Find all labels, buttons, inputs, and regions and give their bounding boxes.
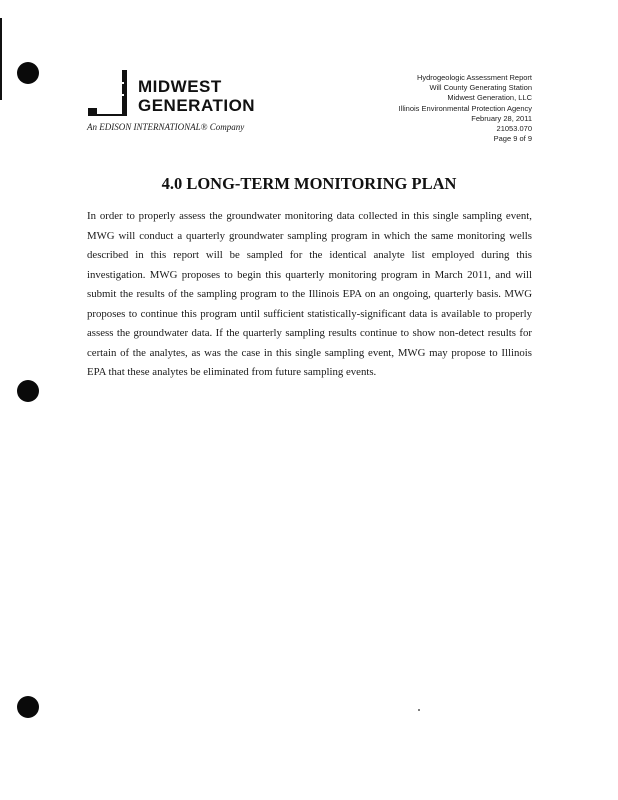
report-title: Hydrogeologic Assessment Report [416,73,532,82]
logo-name-line1: MIDWEST [138,77,222,96]
company-name: Midwest Generation, LLC [447,93,532,103]
logo-tagline: An EDISON INTERNATIONAL® Company [87,122,245,132]
report-header-info [399,73,532,144]
logo-mark-icon [122,70,127,116]
section-title: 4.0 LONG-TERM MONITORING PLAN [161,174,457,193]
scan-edge-line [0,18,2,100]
agency-name: Illinois Environmental Protection Agency [398,103,532,113]
punch-hole-top [17,62,39,84]
page-number: Page 9 of 9 [493,134,532,144]
midwest-generation-logo [88,70,263,132]
scan-speck [418,709,420,711]
logo-mark-detail [122,94,124,96]
logo-mark-detail [122,82,124,84]
logo-mark-base [88,114,127,116]
punch-hole-middle [17,380,39,402]
report-date: February 28, 2011 [471,113,532,123]
project-number: 21053.070 [496,124,532,134]
body-paragraph: In order to properly assess the groundwater monitoring data collected in this single sampling event, MWG will conduct a quarterly groundwater sampling program in which the same monitoring wells described in this report will be sampled for the identical analyte list employed during this investigation. MWG proposes to begin this quarterly monitoring program in March 2011, and will submit the results of the sampling program to the Illinois EPA on an ongoing, quarterly basis. MWG proposes to continue this program until sufficient statistically-significant data is available to properly assess the groundwater data. If the quarterly sampling results continue to show non-detect results for certain of the analytes, as was the case in this single sampling event, MWG may propose to Illinois EPA that these analytes be eliminated from future sampling events. [87,210,532,378]
station-name: Will County Generating Station [429,83,532,93]
logo-name [138,77,255,115]
logo-name-line2: GENERATION [138,96,256,115]
punch-hole-bottom [17,696,39,718]
